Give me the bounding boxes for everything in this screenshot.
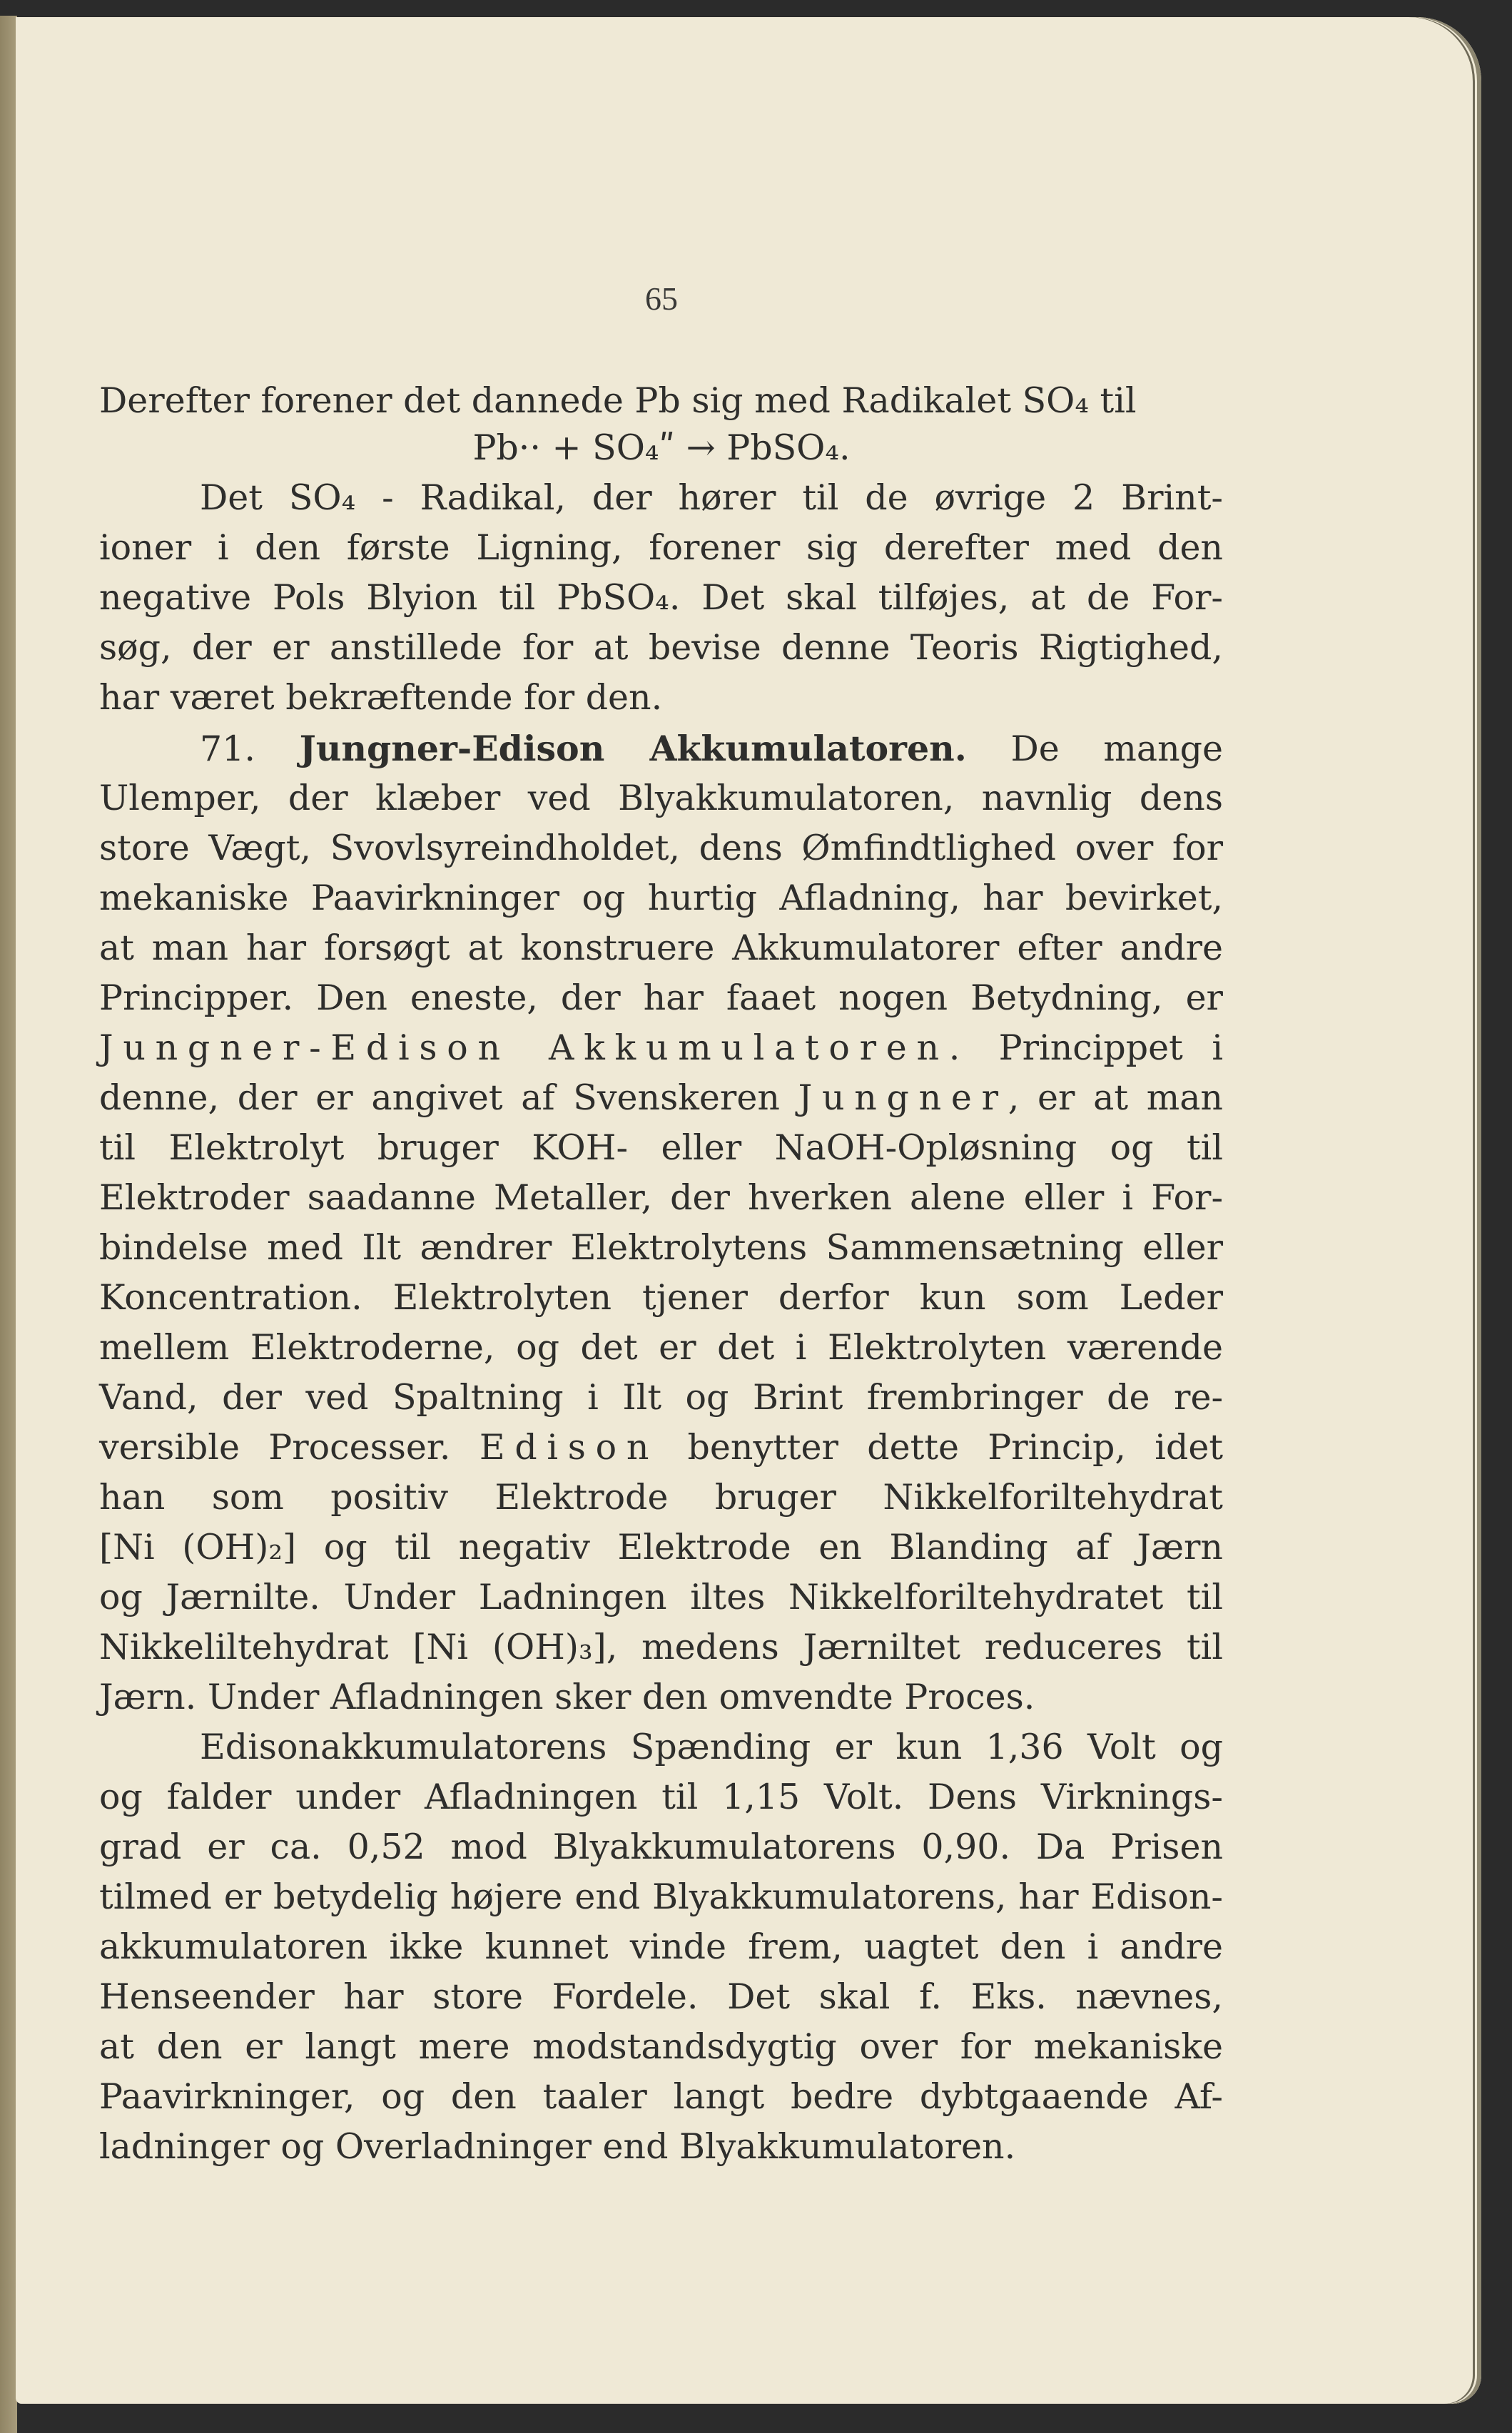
text-line: ioner i den første Ligning, forener sig derefter med den xyxy=(99,527,1223,568)
text-line: Jærn. Under Afladningen sker den omvendte Proces. xyxy=(99,1677,1035,1717)
text-line: og falder under Afladningen til 1,15 Volt. Dens Virknings- xyxy=(99,1777,1223,1817)
text-line: Paavirkninger, og den taaler langt bedre dybtgaaende Af- xyxy=(99,2076,1223,2117)
text-line: store Vægt, Svovlsyreindholdet, dens Ømfindtlighed over for xyxy=(99,828,1223,868)
text-line: grad er ca. 0,52 mod Blyakkumulatorens 0,90. Da Prisen xyxy=(99,1827,1223,1867)
text-line: Nikkeliltehydrat [Ni (OH)₃], medens Jærniltet reduceres til xyxy=(99,1627,1223,1667)
text-line: mellem Elektroderne, og det er det i Elektrolyten værende xyxy=(99,1327,1223,1368)
text-line: Elektroder saadanne Metaller, der hverken alene eller i For- xyxy=(99,1177,1223,1218)
text-line: til Elektrolyt bruger KOH- eller NaOH-Opløsning og til xyxy=(99,1127,1223,1168)
text-line: og Jærnilte. Under Ladningen iltes Nikkelforiltehydratet til xyxy=(99,1577,1223,1617)
text-line: Koncentration. Elektrolyten tjener derfor kun som Leder xyxy=(99,1277,1223,1318)
section-title: Jungner-Edison Akkumulatoren. xyxy=(299,728,967,769)
text-line: søg, der er anstillede for at bevise denne Teoris Rigtighed, xyxy=(99,627,1223,668)
spaced-emphasis: Edison xyxy=(479,1427,659,1468)
text-line: versible Processer. Edison benytter dette Princip, idet xyxy=(99,1427,1224,1468)
text-line: tilmed er betydelig højere end Blyakkumulatorens, har Edison- xyxy=(99,1876,1223,1917)
section-heading-line: 71. Jungner-Edison Akkumulatoren. De mange xyxy=(200,728,1224,769)
paragraph-start: Det SO₄ - Radikal, der hører til de øvrige 2 Brint- xyxy=(200,477,1223,518)
spaced-emphasis: Jungner-Edison Akkumulatoren. xyxy=(99,1027,970,1068)
spaced-emphasis: Jungner xyxy=(798,1077,1008,1118)
paragraph-start: Edisonakkumulatorens Spænding er kun 1,36 Volt og xyxy=(200,1727,1223,1767)
book-page xyxy=(16,17,1481,2404)
text-line: negative Pols Blyion til PbSO₄. Det skal tilføjes, at de For- xyxy=(99,577,1223,618)
text-line: mekaniske Paavirkninger og hurtig Afladning, har bevirket, xyxy=(99,878,1223,918)
text-line: Henseender har store Fordele. Det skal f. Eks. nævnes, xyxy=(99,1976,1223,2017)
text-line: Derefter forener det dannede Pb sig med Radikalet SO₄ til xyxy=(99,380,1137,421)
text-line: Ulemper, der klæber ved Blyakkumulatoren, navnlig dens xyxy=(99,778,1223,818)
text-line: Jungner-Edison Akkumulatoren. Princippet i xyxy=(99,1027,1223,1068)
chemical-equation: Pb·· + SO₄ʺ → PbSO₄. xyxy=(472,427,851,468)
text-line: at den er langt mere modstandsdygtig over for mekaniske xyxy=(99,2026,1223,2067)
text-line: Principper. Den eneste, der har faaet nogen Betydning, er xyxy=(99,977,1223,1018)
text-line: denne, der er angivet af Svenskeren Jungner, er at man xyxy=(99,1077,1223,1118)
text-line: han som positiv Elektrode bruger Nikkelforiltehydrat xyxy=(99,1477,1223,1518)
text-line: har været bekræftende for den. xyxy=(99,677,663,718)
section-number: 71. xyxy=(200,728,255,769)
book-spine-edge xyxy=(0,16,17,2433)
text-line: Vand, der ved Spaltning i Ilt og Brint frembringer de re- xyxy=(99,1377,1223,1418)
text-line: ladninger og Overladninger end Blyakkumulatoren. xyxy=(99,2126,1016,2167)
text-line: akkumulatoren ikke kunnet vinde frem, uagtet den i andre xyxy=(99,1926,1223,1967)
text-line: [Ni (OH)₂] og til negativ Elektrode en Blanding af Jærn xyxy=(99,1527,1223,1568)
text-line: at man har forsøgt at konstruere Akkumulatorer efter andre xyxy=(99,928,1223,968)
page-number: 65 xyxy=(645,280,678,317)
text-line: bindelse med Ilt ændrer Elektrolytens Sammensætning eller xyxy=(99,1227,1223,1268)
